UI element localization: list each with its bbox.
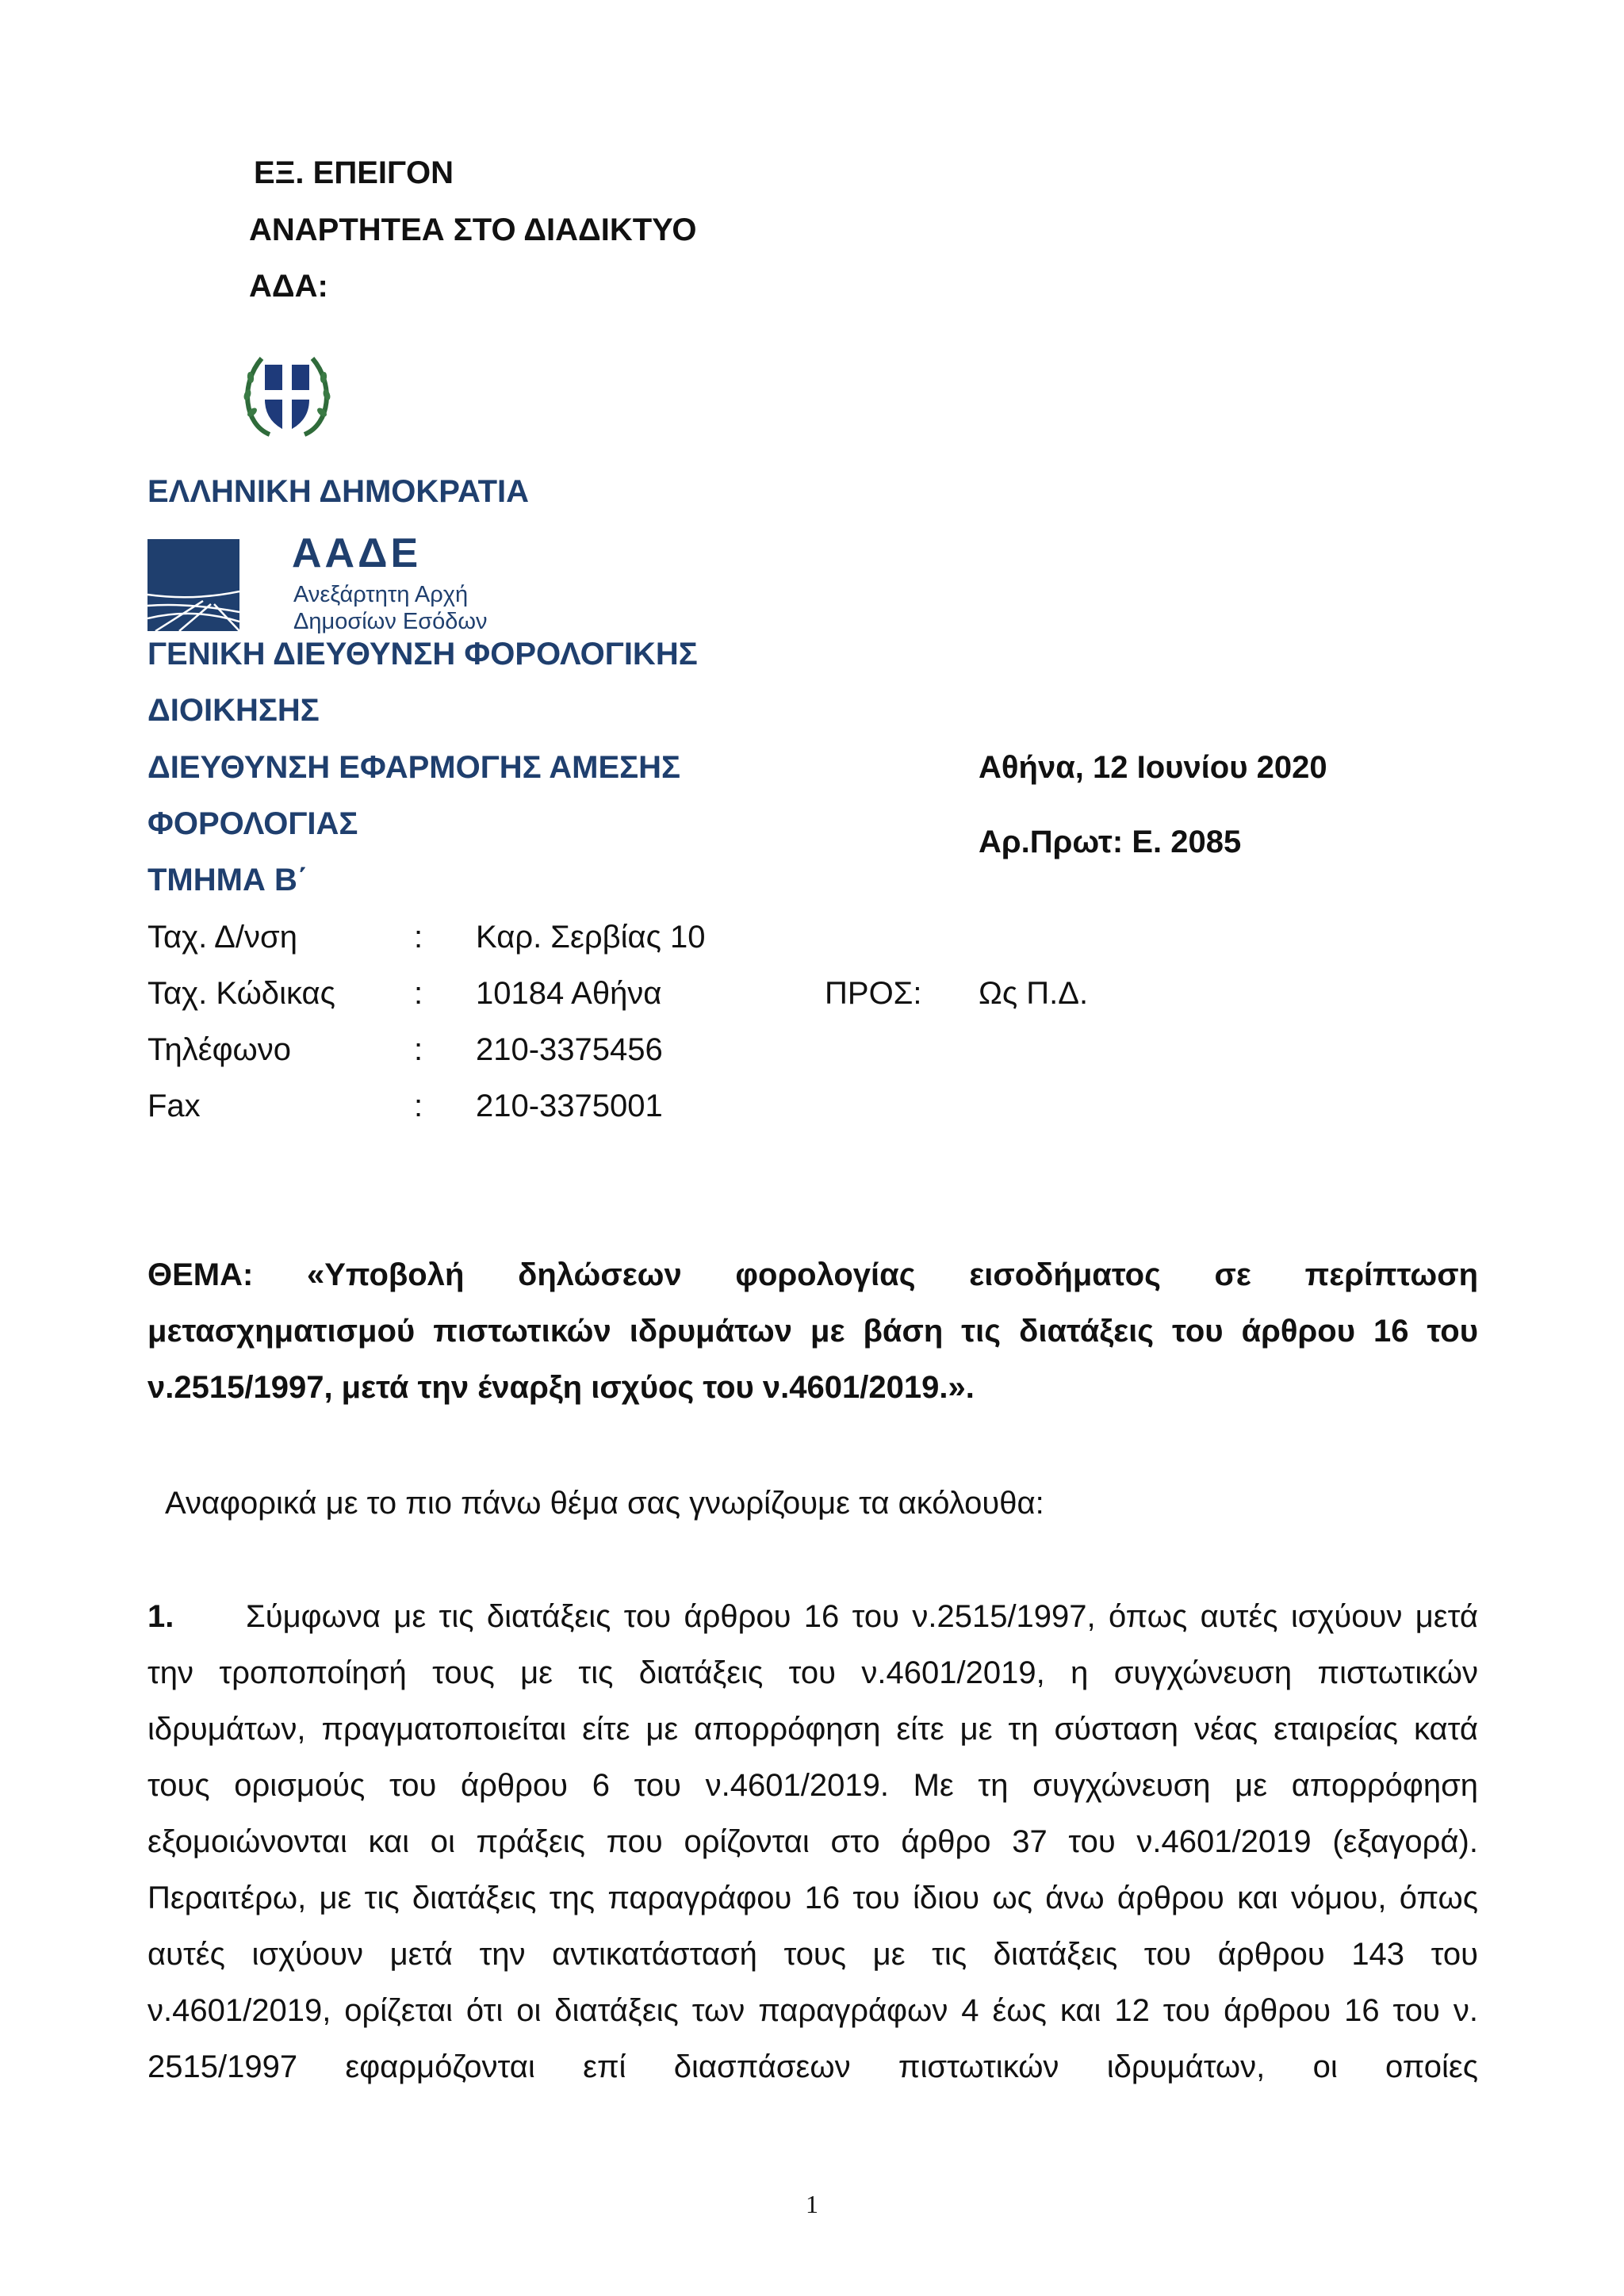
greek-coat-of-arms-icon bbox=[238, 349, 336, 442]
aade-subtitle-2: Δημοσίων Εσόδων bbox=[293, 609, 488, 634]
protocol-number: Αρ.Πρωτ: Ε. 2085 bbox=[979, 825, 1242, 859]
contact-value: 10184 Αθήνα bbox=[476, 976, 662, 1011]
paragraph-line: τους ορισμούς του άρθρου 6 του ν.4601/2019. Με τη συγχώνευση με απορρόφηση bbox=[147, 1768, 1478, 1803]
contact-label: Ταχ. Δ/νση bbox=[147, 920, 297, 955]
contact-separator: : bbox=[414, 1032, 423, 1067]
paragraph-line: την τροποποίησή τους με τις διατάξεις του ν.4601/2019, η συγχώνευση πιστωτικών bbox=[147, 1655, 1478, 1690]
subject-line: ΘΕΜΑ: «Υποβολή δηλώσεων φορολογίας εισοδήματος σε περίπτωση bbox=[147, 1257, 1478, 1292]
contact-value: 210-3375456 bbox=[476, 1032, 663, 1067]
paragraph-line: 2515/1997 εφαρμόζονται επί διασπάσεων πιστωτικών ιδρυμάτων, οι οποίες bbox=[147, 2049, 1478, 2084]
subject-line: μετασχηματισμού πιστωτικών ιδρυμάτων με βάση τις διατάξεις του άρθρου 16 του bbox=[147, 1314, 1478, 1349]
paragraph-line: Σύμφωνα με τις διατάξεις του άρθρου 16 του ν.2515/1997, όπως αυτές ισχύουν μετά bbox=[246, 1599, 1478, 1634]
contact-label: Τηλέφωνο bbox=[147, 1032, 291, 1067]
intro-text: Αναφορικά με το πιο πάνω θέμα σας γνωρίζουμε τα ακόλουθα: bbox=[165, 1486, 1044, 1521]
contact-value: Καρ. Σερβίας 10 bbox=[476, 920, 706, 955]
paragraph-line: αυτές ισχύουν μετά την αντικατάστασή τους με τις διατάξεις του άρθρου 143 του bbox=[147, 1937, 1478, 1972]
directorate-line-5: ΤΜΗΜΑ Β΄ bbox=[147, 863, 308, 897]
aade-logo-icon bbox=[147, 539, 239, 631]
contact-value: 210-3375001 bbox=[476, 1089, 663, 1123]
aade-title: ΑΑΔΕ bbox=[292, 530, 422, 576]
paragraph-number: 1. bbox=[147, 1599, 174, 1634]
contact-separator: : bbox=[414, 920, 423, 955]
paragraph-line: ν.4601/2019, ορίζεται ότι οι διατάξεις των παραγράφων 4 έως και 12 του άρθρου 16 του ν. bbox=[147, 1993, 1478, 2028]
aade-subtitle-1: Ανεξάρτητη Αρχή bbox=[293, 582, 469, 607]
contact-label: Ταχ. Κώδικας bbox=[147, 976, 335, 1011]
paragraph-line: ιδρυμάτων, πραγματοποιείται είτε με απορρόφηση είτε με τη σύσταση νέας εταιρείας κατά bbox=[147, 1712, 1478, 1747]
directorate-line-4: ΦΟΡΟΛΟΓΙΑΣ bbox=[147, 806, 358, 841]
contact-separator: : bbox=[414, 1089, 423, 1123]
contact-label: Fax bbox=[147, 1089, 201, 1123]
directorate-line-3: ΔΙΕΥΘΥΝΣΗ ΕΦΑΡΜΟΓΗΣ ΑΜΕΣΗΣ bbox=[147, 750, 681, 785]
recipient-label: ΠΡΟΣ: bbox=[825, 976, 922, 1011]
directorate-line-2: ΔΙΟΙΚΗΣΗΣ bbox=[147, 693, 320, 728]
recipient-value: Ως Π.Δ. bbox=[979, 976, 1089, 1011]
document-date: Αθήνα, 12 Ιουνίου 2020 bbox=[979, 750, 1327, 785]
directorate-line-1: ΓΕΝΙΚΗ ΔΙΕΥΘΥΝΣΗ ΦΟΡΟΛΟΓΙΚΗΣ bbox=[147, 637, 698, 672]
subject-line: ν.2515/1997, μετά την έναρξη ισχύος του ν.4601/2019.». bbox=[147, 1370, 975, 1405]
paragraph-line: εξομοιώνονται και οι πράξεις που ορίζονται στο άρθρο 37 του ν.4601/2019 (εξαγορά). bbox=[147, 1824, 1478, 1859]
page-number: 1 bbox=[806, 2190, 818, 2218]
publish-online-label: ΑΝΑΡΤΗΤΕΑ ΣΤΟ ΔΙΑΔΙΚΤΥΟ bbox=[249, 212, 697, 247]
contact-separator: : bbox=[414, 976, 423, 1011]
republic-heading: ΕΛΛΗΝΙΚΗ ΔΗΜΟΚΡΑΤΙΑ bbox=[147, 474, 529, 509]
paragraph-line: Περαιτέρω, με τις διατάξεις της παραγράφου 16 του ίδιου ως άνω άρθρου και νόμου, όπως bbox=[147, 1881, 1478, 1915]
ada-label: ΑΔΑ: bbox=[249, 269, 328, 304]
urgent-label: ΕΞ. ΕΠΕΙΓΟΝ bbox=[254, 155, 454, 190]
